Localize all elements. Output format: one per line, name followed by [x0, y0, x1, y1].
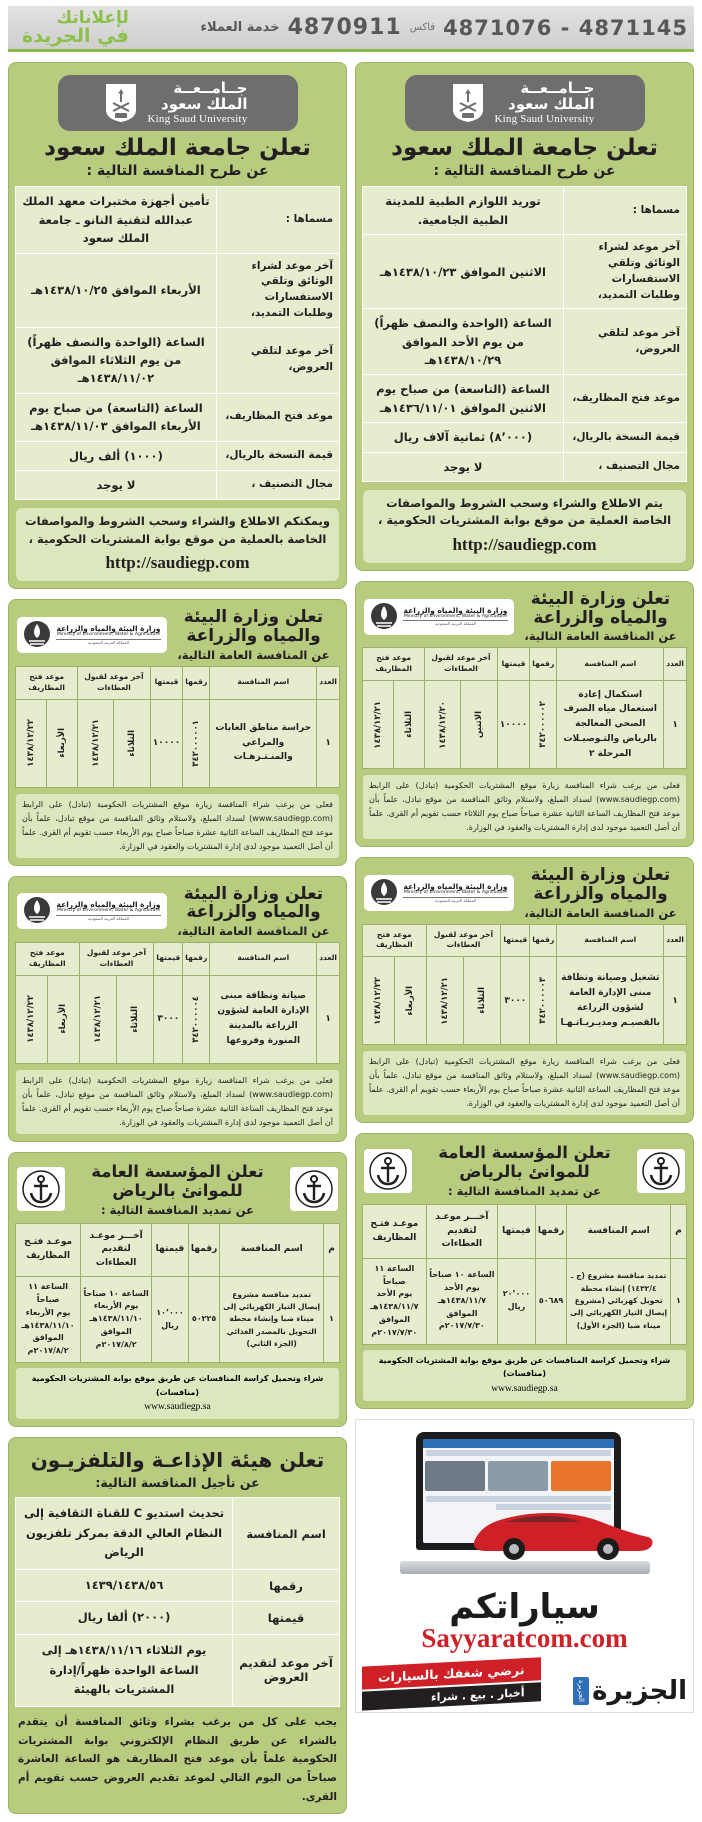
- cell-number: ٣٤٢٠٠٠٠٠٢: [530, 681, 557, 769]
- row-value: ١٤٣٩/١٤٣٨/٥٦: [16, 1569, 233, 1602]
- cell-index: ١: [317, 699, 340, 787]
- row-key: موعد فتح المظاريف،: [216, 393, 339, 441]
- row-key: آخر موعد لتقديم العروض: [233, 1634, 340, 1706]
- tender-table: [15, 666, 340, 788]
- col-price: قيمتها: [501, 924, 530, 957]
- tagline-banner: [362, 1662, 541, 1706]
- cell-open-date: ١٤٣٨/١٢/٢٢: [16, 975, 48, 1063]
- anchor-icon: [21, 1169, 61, 1209]
- mewa-logo-sub: المملكة العربية السعودية: [87, 639, 130, 645]
- mewa-logo: [364, 599, 514, 635]
- cell-name: تمديد منافسة مشروع إيصال التيار الكهربائي إلى ميناء ضبا وإنشاء محطة التحويل بالمصدر الغذائي (الجزء الثاني): [220, 1277, 324, 1363]
- row-value: الأربعاء الموافق ١٤٣٨/١٠/٢٥هـ: [16, 253, 217, 327]
- table-row: [16, 441, 340, 470]
- cell-name: حراسة مناطق الغابات والمراعي والمنـتـزهـات: [210, 699, 317, 787]
- mewa-logo-english: Ministry of Environment, Water & Agriculture: [403, 615, 508, 622]
- cell-open-day: الثلاثاء: [394, 681, 425, 769]
- row-value: الاثنين الموافق ١٤٣٨/١٠/٢٣هـ: [363, 235, 564, 309]
- col-number: رقمها: [183, 666, 210, 699]
- row-key: رقمها: [233, 1569, 340, 1602]
- row-value: يوم الثلاثاء ١٤٣٨/١١/١٦هـ إلى الساعة الواحدة ظهراً/إدارة المشتريات بالهيئة: [16, 1634, 233, 1706]
- cell-deadline-date: ١٤٣٨/١٢/٢١: [78, 699, 114, 787]
- ad-note-url[interactable]: www.saudiegp.sa: [491, 1383, 558, 1394]
- row-value: الساعة (التاسعة) من صباح يوم الأربعاء الموافق ١٤٣٨/١١/٠٣هـ: [16, 393, 217, 441]
- cell-open-day: الأربعاء: [394, 957, 426, 1045]
- fax-numbers: 4871145 - 4871076: [443, 15, 688, 40]
- cell-number: ٣٤٢٠٠٠٠٠٤: [183, 975, 210, 1063]
- row-value: (٢٠٠٠) ألفا ريال: [16, 1602, 233, 1635]
- ad-mewa-water-reuse: [355, 581, 694, 847]
- col-number: رقمها: [535, 1205, 566, 1259]
- ad-title: تعلن المؤسسة العامة للموانئ بالرياض: [438, 1143, 611, 1182]
- cell-price: ٢٠٬٠٠٠ ريال: [498, 1258, 536, 1344]
- sayyaratcom-logo: [421, 1586, 628, 1654]
- row-key: آخر موعد لشراء الوثائق وتلقي الاستفسارات وطلبات التمديد،: [216, 253, 339, 327]
- ports-authority-logo-right: [637, 1149, 685, 1193]
- ksu-logo-english: King Saud University: [147, 112, 248, 125]
- ksu-shield-icon: [104, 82, 138, 124]
- ksu-shield-icon: [451, 82, 485, 124]
- ad-note: يجب على كل من يرغب بشراء وثائق المنافسة أن يتقدم بالشراء عن طريق النظام الإلكتروني بوابة المشتريات الحكومية علماً بأن موعد فتح المظاريف هو الساعة العاشرة صباحاً من اليوم التالي لموعد تقديم العروض حسب تقويم أم القرى.: [18, 1715, 337, 1804]
- mewa-logo-sub: المملكة العربية السعودية: [87, 915, 130, 921]
- col-index: العدد: [317, 942, 340, 975]
- cell-deadline-date: ١٤٣٨/١٢/٢١: [426, 957, 463, 1045]
- row-value: الساعة (التاسعة) من صباح يوم الاثنين الموافق ١٤٣٦/١١/٠١هـ: [363, 375, 564, 423]
- col-name: اسم المنافسة: [557, 648, 664, 681]
- table-row: [16, 1569, 340, 1602]
- ad-mewa-forest-guarding: [8, 599, 347, 865]
- ad-note: فعلى من يرغب شراء المنافسة زيارة موقع المشتريات الحكومية (تبادل) على الرابط (www.saudiegp.com) لسداد المبلغ، ولاستلام وثائق المنافسة من موقع تبادل، علماً بأن موعد فتح المظاريف الساعة الثانية عشرة صباحاً صباح يوم الأربعاء حسب تقويم أم القرى. علماً أن أصل التعميد موجود لدى إدارة المشتريات والعقود في الوزارة.: [15, 793, 340, 859]
- ports-tender-table: [362, 1204, 687, 1344]
- col-open: موعد فتح المظاريف: [363, 924, 427, 957]
- ksu-logo-english: King Saud University: [494, 112, 595, 125]
- cell-number: ٣٤٢٠٠٠٠٠١: [183, 699, 210, 787]
- table-header-row: [16, 1223, 340, 1277]
- ports-authority-logo-left: [364, 1149, 412, 1193]
- ad-subtitle: عن المنافسة العامة التالية،: [177, 923, 330, 938]
- row-value: الساعة (الواحدة والنصف ظهراً) من يوم الثلاثاء الموافق ١٤٣٨/١١/٠٢هـ: [16, 327, 217, 393]
- ad-note: [362, 489, 687, 564]
- col-price: قيمتها: [150, 666, 182, 699]
- mewa-logo: [17, 893, 167, 929]
- col-deadline: آخر موعد لقبول العطاءات: [79, 942, 154, 975]
- ksu-logo-arabic-1: جــامــعــة: [520, 79, 595, 97]
- ad-note-url[interactable]: http://saudiegp.com: [452, 534, 597, 554]
- col-open: موعد فتح المظاريف: [16, 942, 80, 975]
- table-row: [363, 375, 687, 423]
- ksu-logo-arabic-2: الملك سعود: [161, 94, 248, 113]
- ad-note: فعلى من يرغب شراء المنافسة زيارة موقع المشتريات الحكومية (تبادل) على الرابط (www.saudiegp.com) لسداد المبلغ، ولاستلام وثائق المنافسة من موقع تبادل، علماً بأن موعد فتح المظاريف الساعة الثانية عشرة صباحاً صباح يوم الأربعاء حسب تقويم أم القرى. علماً أن أصل التعميد موجود لدى إدارة المشتريات والعقود في الوزارة.: [362, 1050, 687, 1116]
- row-value: لا يوجد: [16, 471, 217, 500]
- tender-table: [362, 924, 687, 1046]
- ports-tender-table: [15, 1223, 340, 1363]
- cell-number: ٣٤٢٠٠٠٠٠٣: [530, 957, 557, 1045]
- cell-index: ١: [664, 957, 687, 1045]
- publisher-badge: الجزيرة: [573, 1677, 589, 1705]
- table-header-row: [363, 648, 687, 681]
- table-header-row: [363, 924, 687, 957]
- ad-title: تعلن جامعة الملك سعود: [44, 135, 311, 162]
- row-key: آخر موعد لشراء الوثائق وتلقي الاستفسارات وطلبات التمديد،: [563, 235, 686, 309]
- table-row: [363, 235, 687, 309]
- cell-price: ١٠٠٠٠: [497, 681, 529, 769]
- row-key: مسماها :: [216, 187, 339, 253]
- table-header-row: [16, 942, 340, 975]
- ad-note: فعلى من يرغب شراء المنافسة زيارة موقع المشتريات الحكومية (تبادل) على الرابط (www.saudiegp.com) لسداد المبلغ، ولاستلام وثائق المنافسة من موقع تبادل، علماً بأن موعد فتح المظاريف الساعة الثانية عشرة صباحاً صباح يوم الثلاثاء حسب تقويم أم القرى. علماً أن أصل التعميد موجود لدى إدارة المشتريات والعقود في الوزارة.: [362, 774, 687, 840]
- cell-index: ١: [664, 681, 687, 769]
- cell-deadline-day: الاثنين: [461, 681, 497, 769]
- ad-ports-dhiba-part1: [355, 1133, 694, 1409]
- row-value: تحديث استديو C للقناة الثقافية إلى النظام العالي الدقة بمركز تلفزيون الرياض: [16, 1498, 233, 1570]
- mewa-header: [15, 883, 340, 942]
- ad-mewa-madinah-maintenance: [8, 876, 347, 1142]
- row-key: اسم المنافسة: [233, 1498, 340, 1570]
- row-key: مجال التصنيف ،: [216, 471, 339, 500]
- col-deadline: آخـــر موعـد لتقديم العطاءات: [81, 1223, 152, 1277]
- col-price: قيمتها: [498, 1205, 536, 1259]
- col-deadline: آخـــر موعـد لتقديم العطاءات: [426, 1205, 497, 1259]
- col-index: العدد: [664, 924, 687, 957]
- ad-subtitle: عن تمديد المنافسة التالية :: [101, 1202, 254, 1217]
- table-row: [363, 681, 687, 769]
- anchor-icon: [641, 1151, 681, 1191]
- col-deadline: آخر موعد لقبول العطاءات: [426, 924, 501, 957]
- cell-deadline-day: الثلاثاء: [463, 957, 500, 1045]
- mewa-logo: [364, 875, 514, 911]
- ad-note: [15, 507, 340, 582]
- cell-price: ١٠٠٠٠: [150, 699, 182, 787]
- row-key: مجال التصنيف ،: [563, 452, 686, 481]
- ad-subtitle: عن المنافسة العامة التالية،: [524, 905, 677, 920]
- mewa-logo-english: Ministry of Environment, Water & Agriculture: [56, 909, 161, 916]
- table-row: [16, 699, 340, 787]
- cell-deadline: الساعة ١٠ صباحاً يوم الأربعاء ١٤٣٨/١١/١٠هـ الموافق ٢٠١٧/٨/٢م: [81, 1277, 152, 1363]
- row-value: لا يوجد: [363, 452, 564, 481]
- col-number: رقمها: [183, 942, 210, 975]
- ad-grid: [0, 52, 702, 1822]
- ad-ksu-medical: [355, 62, 694, 571]
- rtv-details-table: [15, 1497, 340, 1706]
- mewa-logo-arabic: وزارة البيئة والمياه والزراعة: [56, 624, 161, 634]
- table-row: [363, 309, 687, 375]
- mewa-logo: [17, 617, 167, 653]
- cell-number: ٥٠٦٨٩: [535, 1258, 566, 1344]
- cell-deadline-day: الثلاثاء: [114, 699, 150, 787]
- row-key: آخر موعد لتلقي العروض،: [563, 309, 686, 375]
- cell-open-date: ١٤٣٨/١٢/٢٢: [363, 957, 395, 1045]
- cell-name: استكمال إعادة استعمال مياه الصرف الصحي المعالجة بالرياض والتـوصيـلات المرحلة ٢: [557, 681, 664, 769]
- tagline-text: نرضي شغفك بالسيارات: [362, 1657, 541, 1689]
- ad-radio-tv-authority: [8, 1437, 347, 1814]
- cell-open-day: الأربعاء: [47, 699, 78, 787]
- col-number: رقمها: [530, 924, 557, 957]
- col-name: اسم المنافسة: [210, 942, 317, 975]
- tender-details-table: [362, 186, 687, 482]
- cell-index: ١: [671, 1258, 687, 1344]
- top-banner: [8, 6, 694, 52]
- ports-header: [362, 1140, 687, 1204]
- saudi-emblem-icon: [370, 878, 398, 908]
- ad-subtitle: عن المنافسة العامة التالية،: [524, 629, 677, 644]
- ksu-logo-wrap: [15, 75, 340, 131]
- mewa-logo-arabic: وزارة البيئة والمياه والزراعة: [56, 900, 161, 910]
- col-open: موعد فتح المظاريف: [363, 648, 425, 681]
- ad-note: [362, 1349, 687, 1402]
- col-price: قيمتها: [154, 942, 183, 975]
- table-row: [363, 452, 687, 481]
- col-index: م: [671, 1205, 687, 1259]
- table-row: [16, 253, 340, 327]
- table-row: [363, 423, 687, 452]
- col-index: العدد: [317, 666, 340, 699]
- ad-ksu-nano-lab: [8, 62, 347, 589]
- ad-title: تعلن هيئة الإذاعـة والتلفزيـون: [30, 1448, 325, 1473]
- ports-header: [15, 1159, 340, 1223]
- ad-note-text: شراء وتحميل كراسة المنافسات عن طريق موقع بوابة المشتريات الحكومية (منافسات): [31, 1373, 324, 1397]
- ad-subtitle: عن المنافسة العامة التالية،: [177, 647, 330, 662]
- ports-authority-logo-right: [290, 1167, 338, 1211]
- mewa-logo-sub: المملكة العربية السعودية: [434, 621, 477, 627]
- ad-note: [15, 1367, 340, 1420]
- cell-price: ٣٠٠٠: [154, 975, 183, 1063]
- cell-open-date: ١٤٣٨/١٢/٢٢: [16, 699, 47, 787]
- king-saud-university-logo: [405, 75, 645, 131]
- cell-open: الساعة ١١ صباحاً يوم الأحد ١٤٣٨/١١/٧هـ الموافق ٢٠١٧/٧/٣٠م: [363, 1258, 427, 1344]
- col-name: اسم المنافسة: [220, 1223, 324, 1277]
- col-open: موعـد فتـح المظاريف: [363, 1205, 427, 1259]
- services-text: أخبار . بيع . شراء: [362, 1682, 541, 1710]
- ad-note-url[interactable]: www.saudiegp.sa: [144, 1402, 211, 1413]
- table-row: [16, 187, 340, 253]
- table-row: [16, 1634, 340, 1706]
- ad-note-text: ويمكنكم الاطلاع والشراء وسحب الشروط والمواصفات الخاصة بالعملية من موقع بوابة المشتريات الحكومية ،: [25, 514, 330, 546]
- ad-mewa-qassim-maintenance: [355, 857, 694, 1123]
- cell-open: الساعة ١١ صباحاً يوم الأربعاء ١٤٣٨/١١/١٠هـ الموافق ٢٠١٧/٨/٢م: [16, 1277, 81, 1363]
- ksu-logo-wrap: [362, 75, 687, 131]
- saudi-emblem-icon: [370, 602, 398, 632]
- ad-subtitle: عن طرح المنافسة التالية :: [86, 163, 269, 180]
- cell-deadline-day: الثلاثاء: [116, 975, 153, 1063]
- table-row: [16, 1498, 340, 1570]
- cell-open-date: ١٤٣٨/١٢/٢١: [363, 681, 394, 769]
- al-jazirah-logo: [573, 1676, 687, 1706]
- ad-note-url[interactable]: http://saudiegp.com: [105, 552, 250, 572]
- ksu-logo-arabic-1: جــامــعــة: [173, 79, 248, 97]
- brand-arabic: سياراتكم: [449, 1586, 600, 1627]
- publisher-name: الجزيرة: [592, 1675, 687, 1706]
- ad-subtitle: عن طرح المنافسة التالية :: [433, 163, 616, 180]
- mewa-logo-english: Ministry of Environment, Water & Agriculture: [56, 633, 161, 640]
- row-value: تأمين أجهزة مختبرات معهد الملك عبدالله لتقنية النانو ـ جامعة الملك سعود: [16, 187, 217, 253]
- brand-english[interactable]: Sayyaratcom.com: [421, 1622, 628, 1653]
- cell-deadline-date: ١٤٣٨/١٢/٢٠: [425, 681, 461, 769]
- ad-note-text: يتم الاطلاع والشراء وسحب الشروط والمواصفات الخاصة العملية من موقع بوابة المشتريات الحكومية ،: [377, 496, 672, 528]
- row-key: قيمة النسخة بالريال،: [216, 441, 339, 470]
- saudi-emblem-icon: [23, 620, 51, 650]
- col-index: العدد: [664, 648, 687, 681]
- mewa-logo-english: Ministry of Environment, Water & Agriculture: [403, 891, 508, 898]
- cell-deadline: الساعة ١٠ صباحاً يوم الأحد ١٤٣٨/١١/٧هـ الموافق ٢٠١٧/٧/٣٠م: [426, 1258, 497, 1344]
- ad-note: فعلى من يرغب شراء المنافسة زيارة موقع المشتريات الحكومية (تبادل) على الرابط (www.saudiegp.com) لسداد المبلغ، ولاستلام وثائق المنافسة من موقع تبادل، علماً بأن موعد فتح المظاريف الساعة الثانية عشرة صباحاً صباح يوم الأربعاء حسب تقويم أم القرى. علماً أن أصل التعميد موجود لدى إدارة المشتريات والعقود في الوزارة.: [15, 1069, 340, 1135]
- table-row: [363, 187, 687, 235]
- cell-deadline-date: ١٤٣٨/١٢/٢١: [79, 975, 116, 1063]
- col-name: اسم المنافسة: [557, 924, 664, 957]
- tender-table: [362, 647, 687, 769]
- row-key: موعد فتح المظاريف،: [563, 375, 686, 423]
- newspaper-page: [0, 6, 702, 1804]
- red-car-icon: [466, 1494, 656, 1564]
- banner-brand-line1: لإعلاناتك: [56, 7, 129, 28]
- col-name: اسم المنافسة: [567, 1205, 671, 1259]
- row-key: قيمة النسخة بالريال،: [563, 423, 686, 452]
- anchor-icon: [294, 1169, 334, 1209]
- contact-numbers: [200, 15, 688, 40]
- mewa-logo-sub: المملكة العربية السعودية: [434, 897, 477, 903]
- mewa-header: [15, 606, 340, 665]
- left-column: [8, 62, 347, 1814]
- cell-number: ٥٠٢٢٥: [188, 1277, 219, 1363]
- table-row: [16, 393, 340, 441]
- cell-price: ١٠٬٠٠٠ ريال: [152, 1277, 189, 1363]
- cell-name: صيانة ونظافة مبنى الإدارة العامة لشؤون الزراعة بالمدينة المنورة وفروعها: [210, 975, 317, 1063]
- col-name: اسم المنافسة: [210, 666, 317, 699]
- mewa-logo-arabic: وزارة البيئة والمياه والزراعة: [403, 605, 508, 615]
- cell-index: ١: [317, 975, 340, 1063]
- saudi-emblem-icon: [23, 896, 51, 926]
- col-price: قيمتها: [152, 1223, 189, 1277]
- ad-title: تعلن جامعة الملك سعود: [391, 135, 658, 162]
- ad-subtitle: عن تأجيل المنافسة التالية:: [95, 1475, 260, 1491]
- banner-brand-line2: في الجريدة: [22, 24, 129, 47]
- ad-ports-dhiba-part2: [8, 1152, 347, 1428]
- customer-service-number: 4870911: [287, 15, 402, 40]
- mewa-header: [362, 864, 687, 923]
- mewa-header: [362, 588, 687, 647]
- ad-title: تعلن المؤسسة العامة للموانئ بالرياض: [91, 1161, 264, 1200]
- ad-note-text: شراء وتحميل كراسة المنافسات عن طريق موقع بوابة المشتريات الحكومية (منافسات): [378, 1355, 671, 1379]
- tagline-row: [362, 1662, 687, 1706]
- col-deadline: آخر موعد لقبول العطاءات: [425, 648, 498, 681]
- table-header-row: [16, 666, 340, 699]
- table-row: [16, 327, 340, 393]
- row-key: مسماها :: [563, 187, 686, 235]
- cell-name: تشغيل وصيانة ونظافة مبنى الإدارة العامة لشؤون الزراعة بالقصيـم ومديـريـاتـهـا: [557, 957, 664, 1045]
- table-row: [16, 471, 340, 500]
- row-key: آخر موعد لتلقي العروض،: [216, 327, 339, 393]
- ad-sayyaratcom[interactable]: [355, 1419, 694, 1713]
- ksu-logo-arabic-2: الملك سعود: [508, 94, 595, 113]
- table-row: [16, 975, 340, 1063]
- cell-index: ١: [324, 1277, 340, 1363]
- table-row: [363, 957, 687, 1045]
- fax-label: فاكس: [409, 22, 436, 33]
- ad-title: تعلن وزارة البيئة والمياه والزراعة: [183, 607, 324, 647]
- king-saud-university-logo: [58, 75, 298, 131]
- table-row: [363, 1258, 687, 1344]
- laptop-illustration: [400, 1432, 650, 1582]
- col-number: رقمها: [530, 648, 557, 681]
- table-header-row: [363, 1205, 687, 1259]
- tender-table: [15, 942, 340, 1064]
- row-value: (١٠٠٠) ألف ريال: [16, 441, 217, 470]
- table-row: [16, 1277, 340, 1363]
- ad-title: تعلن وزارة البيئة والمياه والزراعة: [530, 589, 671, 628]
- banner-brand: [18, 7, 129, 47]
- col-number: رقمها: [188, 1223, 219, 1277]
- col-deadline: آخر موعد لقبول العطاءات: [78, 666, 151, 699]
- col-open: موعد فتح المظاريف: [16, 666, 78, 699]
- anchor-icon: [368, 1151, 408, 1191]
- row-key: قيمتها: [233, 1602, 340, 1635]
- ad-title: تعلن وزارة البيئة والمياه والزراعة: [183, 883, 324, 923]
- customer-service-label: خدمة العملاء: [200, 20, 280, 35]
- right-column: [355, 62, 694, 1814]
- tender-details-table: [15, 186, 340, 500]
- row-value: (٨٬٠٠٠) ثمانية آلاف ريال: [363, 423, 564, 452]
- cell-price: ٣٠٠٠: [501, 957, 530, 1045]
- col-index: م: [324, 1223, 340, 1277]
- ad-subtitle: عن تمديد المنافسة التالية :: [448, 1184, 601, 1199]
- row-value: الساعة (الواحدة والنصف ظهراً) من يوم الأحد الموافق ١٤٣٨/١٠/٢٩هـ: [363, 309, 564, 375]
- col-open: موعـد فتـح المظاريف: [16, 1223, 81, 1277]
- col-price: قيمتها: [497, 648, 529, 681]
- cell-open-day: الأربعاء: [47, 975, 79, 1063]
- row-value: توريد اللوازم الطبية للمدينة الطبية الجامعية.: [363, 187, 564, 235]
- cell-name: تمديد منافسة مشروع (ج ـ ١٤٣٢/٤) إنشاء محطة تحويل كهربائي (مشروع إيصال التيار الكهربائي إلى ميناء ضبا (الجزء الأول): [567, 1258, 671, 1344]
- mewa-logo-arabic: وزارة البيئة والمياه والزراعة: [403, 881, 508, 891]
- ports-authority-logo-left: [17, 1167, 65, 1211]
- ad-title: تعلن وزارة البيئة والمياه والزراعة: [530, 865, 671, 904]
- table-row: [16, 1602, 340, 1635]
